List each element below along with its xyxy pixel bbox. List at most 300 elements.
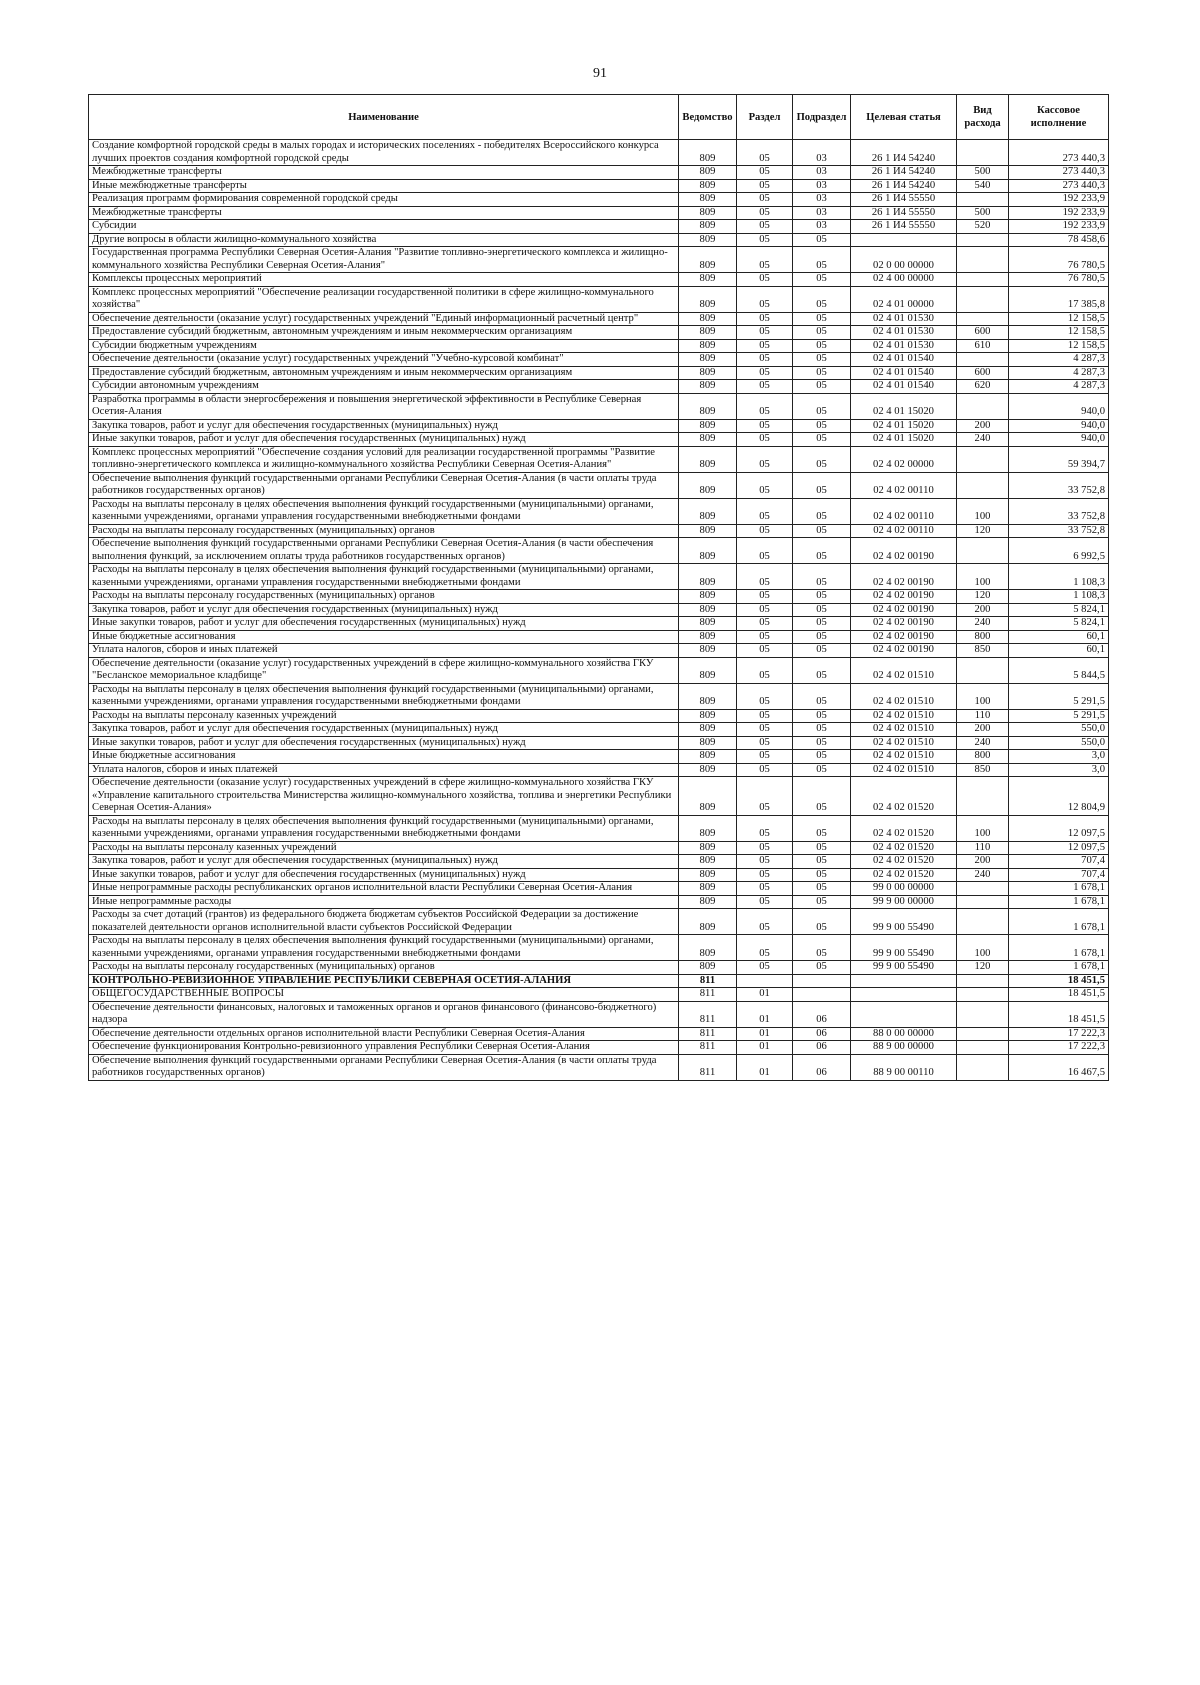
table-row: [89, 630, 1109, 644]
row-dept: 809: [679, 882, 737, 896]
row-amount: 6 992,5: [1009, 538, 1109, 564]
row-dept: 809: [679, 498, 737, 524]
row-amount: 4 287,3: [1009, 353, 1109, 367]
row-target: 02 4 02 00110: [851, 498, 957, 524]
row-target: 02 4 02 01510: [851, 709, 957, 723]
row-amount: 33 752,8: [1009, 524, 1109, 538]
table-row: [89, 1041, 1109, 1055]
row-dept: 809: [679, 564, 737, 590]
row-amount: 5 291,5: [1009, 709, 1109, 723]
row-dept: 809: [679, 736, 737, 750]
row-dept: 809: [679, 140, 737, 166]
row-subsection: 05: [793, 564, 851, 590]
row-name: Расходы на выплаты персоналу в целях обеспечения выполнения функций государственными (муниципальными) органами, казенными учреждениями, органами управления государственными внебюджетными фондами: [89, 498, 679, 524]
row-type: 110: [957, 709, 1009, 723]
table-row: [89, 220, 1109, 234]
table-row: [89, 206, 1109, 220]
table-row: [89, 380, 1109, 394]
row-amount: 1 678,1: [1009, 882, 1109, 896]
row-subsection: 05: [793, 603, 851, 617]
row-name: Уплата налогов, сборов и иных платежей: [89, 644, 679, 658]
row-subsection: 03: [793, 166, 851, 180]
table-row: [89, 446, 1109, 472]
row-section: 05: [737, 498, 793, 524]
row-amount: 1 678,1: [1009, 961, 1109, 975]
table-row: [89, 179, 1109, 193]
row-amount: 707,4: [1009, 855, 1109, 869]
row-section: 05: [737, 140, 793, 166]
row-name: Межбюджетные трансферты: [89, 206, 679, 220]
row-type: [957, 393, 1009, 419]
row-amount: 940,0: [1009, 433, 1109, 447]
header-amount: Кассовое исполнение: [1009, 95, 1109, 140]
table-row: [89, 763, 1109, 777]
row-name: Субсидии: [89, 220, 679, 234]
row-amount: 76 780,5: [1009, 247, 1109, 273]
table-row: [89, 988, 1109, 1002]
row-type: 610: [957, 339, 1009, 353]
table-row: [89, 564, 1109, 590]
row-subsection: 05: [793, 419, 851, 433]
row-name: Расходы на выплаты персоналу государственных (муниципальных) органов: [89, 961, 679, 975]
row-target: 02 4 02 01520: [851, 868, 957, 882]
row-type: [957, 193, 1009, 207]
table-row: [89, 841, 1109, 855]
row-amount: 59 394,7: [1009, 446, 1109, 472]
row-dept: 811: [679, 1054, 737, 1080]
row-target: 02 4 02 01510: [851, 683, 957, 709]
row-type: [957, 446, 1009, 472]
page-number: 91: [593, 66, 607, 81]
row-target: 02 4 02 01510: [851, 657, 957, 683]
table-row: [89, 433, 1109, 447]
row-type: 800: [957, 630, 1009, 644]
row-target: 26 1 И4 54240: [851, 166, 957, 180]
row-amount: 5 291,5: [1009, 683, 1109, 709]
row-subsection: 05: [793, 909, 851, 935]
row-subsection: 05: [793, 644, 851, 658]
row-type: 200: [957, 419, 1009, 433]
row-amount: 1 678,1: [1009, 895, 1109, 909]
row-amount: 192 233,9: [1009, 193, 1109, 207]
row-target: 02 4 02 00110: [851, 472, 957, 498]
row-dept: 809: [679, 220, 737, 234]
row-section: 05: [737, 166, 793, 180]
row-name: Расходы на выплаты персоналу казенных учреждений: [89, 709, 679, 723]
row-target: 02 4 01 15020: [851, 393, 957, 419]
row-name: ОБЩЕГОСУДАРСТВЕННЫЕ ВОПРОСЫ: [89, 988, 679, 1002]
row-section: 05: [737, 777, 793, 816]
row-target: 02 4 02 00000: [851, 446, 957, 472]
row-subsection: 05: [793, 657, 851, 683]
row-type: [957, 777, 1009, 816]
row-amount: 33 752,8: [1009, 498, 1109, 524]
row-section: 05: [737, 433, 793, 447]
row-dept: 809: [679, 472, 737, 498]
row-name: Предоставление субсидий бюджетным, автономным учреждениям и иным некоммерческим организациям: [89, 326, 679, 340]
row-name: Субсидии бюджетным учреждениям: [89, 339, 679, 353]
row-section: 05: [737, 750, 793, 764]
row-subsection: 05: [793, 524, 851, 538]
row-amount: 3,0: [1009, 750, 1109, 764]
row-dept: 809: [679, 538, 737, 564]
row-section: 05: [737, 312, 793, 326]
row-type: 200: [957, 603, 1009, 617]
row-dept: 809: [679, 524, 737, 538]
row-type: [957, 140, 1009, 166]
table-row: [89, 657, 1109, 683]
row-dept: 809: [679, 446, 737, 472]
row-target: 02 4 01 01530: [851, 326, 957, 340]
row-type: 520: [957, 220, 1009, 234]
row-subsection: 05: [793, 868, 851, 882]
row-amount: 273 440,3: [1009, 179, 1109, 193]
row-section: 05: [737, 657, 793, 683]
row-type: 800: [957, 750, 1009, 764]
table-row: [89, 868, 1109, 882]
row-subsection: 05: [793, 446, 851, 472]
row-name: Обеспечение выполнения функций государственными органами Республики Северная Осетия-Алания (в части обеспечения выполнения функций, за исключением оплаты труда работников государственных органов): [89, 538, 679, 564]
table-row: [89, 882, 1109, 896]
row-target: 02 4 02 01520: [851, 841, 957, 855]
row-dept: 809: [679, 815, 737, 841]
row-target: 26 1 И4 55550: [851, 206, 957, 220]
row-name: Государственная программа Республики Северная Осетия-Алания "Развитие топливно-энергетического комплекса и жилищно-коммунального хозяйства Республики Северная Осетия-Алания": [89, 247, 679, 273]
row-section: 05: [737, 723, 793, 737]
row-type: 120: [957, 590, 1009, 604]
table-row: [89, 393, 1109, 419]
row-amount: 18 451,5: [1009, 988, 1109, 1002]
row-section: 05: [737, 617, 793, 631]
row-target: 26 1 И4 54240: [851, 140, 957, 166]
row-target: 02 4 02 00190: [851, 564, 957, 590]
row-amount: 940,0: [1009, 419, 1109, 433]
row-amount: 12 097,5: [1009, 815, 1109, 841]
row-amount: 16 467,5: [1009, 1054, 1109, 1080]
row-dept: 811: [679, 1027, 737, 1041]
row-name: КОНТРОЛЬНО-РЕВИЗИОННОЕ УПРАВЛЕНИЕ РЕСПУБЛИКИ СЕВЕРНАЯ ОСЕТИЯ-АЛАНИЯ: [89, 974, 679, 988]
row-name: Обеспечение функционирования Контрольно-ревизионного управления Республики Северная Осетия-Алания: [89, 1041, 679, 1055]
row-target: 02 4 02 01510: [851, 723, 957, 737]
row-section: 05: [737, 882, 793, 896]
row-subsection: 05: [793, 353, 851, 367]
row-dept: 809: [679, 841, 737, 855]
row-type: 110: [957, 841, 1009, 855]
header-name: Наименование: [89, 95, 679, 140]
row-section: 05: [737, 564, 793, 590]
row-section: 05: [737, 326, 793, 340]
row-amount: 12 158,5: [1009, 339, 1109, 353]
row-amount: 273 440,3: [1009, 140, 1109, 166]
row-target: 99 0 00 00000: [851, 882, 957, 896]
row-type: 100: [957, 935, 1009, 961]
row-name: Субсидии автономным учреждениям: [89, 380, 679, 394]
row-subsection: 06: [793, 1001, 851, 1027]
row-amount: 1 678,1: [1009, 935, 1109, 961]
row-section: 05: [737, 393, 793, 419]
row-amount: 17 222,3: [1009, 1041, 1109, 1055]
row-type: [957, 312, 1009, 326]
row-subsection: 05: [793, 393, 851, 419]
row-section: 05: [737, 644, 793, 658]
row-dept: 809: [679, 326, 737, 340]
row-dept: 809: [679, 763, 737, 777]
row-subsection: 05: [793, 286, 851, 312]
row-type: 500: [957, 206, 1009, 220]
table-row: [89, 777, 1109, 816]
row-section: 05: [737, 446, 793, 472]
row-subsection: 05: [793, 590, 851, 604]
row-name: Обеспечение деятельности (оказание услуг) государственных учреждений в сфере жилищно-коммунального хозяйства ГКУ "Бесланское мемориальное кладбище": [89, 657, 679, 683]
table-header-row: [89, 95, 1109, 140]
row-amount: 3,0: [1009, 763, 1109, 777]
row-subsection: 05: [793, 273, 851, 287]
row-type: [957, 1054, 1009, 1080]
table-row: [89, 590, 1109, 604]
row-target: 02 4 01 01530: [851, 339, 957, 353]
row-dept: 809: [679, 273, 737, 287]
row-target: 02 4 02 00190: [851, 630, 957, 644]
row-dept: 809: [679, 339, 737, 353]
table-row: [89, 273, 1109, 287]
row-section: 05: [737, 286, 793, 312]
row-type: 100: [957, 564, 1009, 590]
row-amount: 17 222,3: [1009, 1027, 1109, 1041]
table-row: [89, 603, 1109, 617]
row-amount: 12 158,5: [1009, 312, 1109, 326]
table-row: [89, 353, 1109, 367]
row-name: Реализация программ формирования современной городской среды: [89, 193, 679, 207]
row-target: 02 4 02 00190: [851, 617, 957, 631]
row-target: 99 9 00 55490: [851, 961, 957, 975]
row-section: 05: [737, 935, 793, 961]
row-subsection: 05: [793, 339, 851, 353]
row-target: 02 4 02 00190: [851, 644, 957, 658]
table-row: [89, 750, 1109, 764]
row-subsection: 05: [793, 380, 851, 394]
table-row: [89, 974, 1109, 988]
row-type: 240: [957, 736, 1009, 750]
row-dept: 809: [679, 179, 737, 193]
row-subsection: 05: [793, 617, 851, 631]
row-target: 99 9 00 55490: [851, 909, 957, 935]
row-amount: 5 824,1: [1009, 603, 1109, 617]
row-section: 05: [737, 179, 793, 193]
row-section: 05: [737, 247, 793, 273]
row-type: 850: [957, 644, 1009, 658]
row-subsection: 05: [793, 961, 851, 975]
table-row: [89, 247, 1109, 273]
row-subsection: 06: [793, 1054, 851, 1080]
row-name: Разработка программы в области энергосбережения и повышения энергетической эффективности в Республике Северная Осетия-Алания: [89, 393, 679, 419]
row-section: 05: [737, 380, 793, 394]
row-name: Иные межбюджетные трансферты: [89, 179, 679, 193]
row-target: 02 4 01 01530: [851, 312, 957, 326]
row-amount: 17 385,8: [1009, 286, 1109, 312]
row-section: 05: [737, 366, 793, 380]
row-dept: 809: [679, 603, 737, 617]
row-name: Создание комфортной городской среды в малых городах и исторических поселениях - победителях Всероссийского конкурса лучших проектов создания комфортной городской среды: [89, 140, 679, 166]
row-name: Комплексы процессных мероприятий: [89, 273, 679, 287]
row-name: Предоставление субсидий бюджетным, автономным учреждениям и иным некоммерческим организациям: [89, 366, 679, 380]
row-section: 05: [737, 841, 793, 855]
row-subsection: 05: [793, 750, 851, 764]
row-target: 02 4 02 00190: [851, 590, 957, 604]
row-target: 02 4 02 01510: [851, 736, 957, 750]
row-amount: 18 451,5: [1009, 1001, 1109, 1027]
row-section: 05: [737, 233, 793, 247]
row-target: 02 4 01 15020: [851, 433, 957, 447]
row-type: 100: [957, 498, 1009, 524]
row-target: 88 0 00 00000: [851, 1027, 957, 1041]
row-target: [851, 974, 957, 988]
row-section: 05: [737, 736, 793, 750]
row-dept: 809: [679, 777, 737, 816]
row-dept: 809: [679, 433, 737, 447]
table-row: [89, 617, 1109, 631]
table-row: [89, 498, 1109, 524]
table-row: [89, 935, 1109, 961]
row-name: Расходы на выплаты персоналу государственных (муниципальных) органов: [89, 590, 679, 604]
row-name: Иные закупки товаров, работ и услуг для обеспечения государственных (муниципальных) нужд: [89, 736, 679, 750]
row-target: 02 4 01 15020: [851, 419, 957, 433]
row-amount: 12 097,5: [1009, 841, 1109, 855]
header-section: Раздел: [737, 95, 793, 140]
row-section: 05: [737, 538, 793, 564]
row-subsection: 05: [793, 841, 851, 855]
row-dept: 809: [679, 393, 737, 419]
table-row: [89, 286, 1109, 312]
row-type: 620: [957, 380, 1009, 394]
row-type: [957, 247, 1009, 273]
row-subsection: 05: [793, 472, 851, 498]
row-name: Закупка товаров, работ и услуг для обеспечения государственных (муниципальных) нужд: [89, 603, 679, 617]
row-amount: 1 108,3: [1009, 590, 1109, 604]
row-subsection: 06: [793, 1027, 851, 1041]
row-amount: 550,0: [1009, 736, 1109, 750]
table-row: [89, 538, 1109, 564]
table-row: [89, 683, 1109, 709]
row-dept: 809: [679, 617, 737, 631]
row-name: Иные закупки товаров, работ и услуг для обеспечения государственных (муниципальных) нужд: [89, 868, 679, 882]
row-section: 05: [737, 961, 793, 975]
row-amount: 1 678,1: [1009, 909, 1109, 935]
row-name: Расходы на выплаты персоналу в целях обеспечения выполнения функций государственными (муниципальными) органами, казенными учреждениями, органами управления государственными внебюджетными фондами: [89, 683, 679, 709]
row-name: Иные бюджетные ассигнования: [89, 630, 679, 644]
row-name: Расходы на выплаты персоналу в целях обеспечения выполнения функций государственными (муниципальными) органами, казенными учреждениями, органами управления государственными внебюджетными фондами: [89, 935, 679, 961]
row-amount: 4 287,3: [1009, 366, 1109, 380]
row-subsection: 05: [793, 882, 851, 896]
row-target: 02 4 02 01520: [851, 815, 957, 841]
row-subsection: 05: [793, 538, 851, 564]
row-name: Обеспечение выполнения функций государственными органами Республики Северная Осетия-Алания (в части оплаты труда работников государственных органов): [89, 1054, 679, 1080]
header-dept: Ведомство: [679, 95, 737, 140]
row-target: 99 9 00 00000: [851, 895, 957, 909]
row-target: 02 4 02 00110: [851, 524, 957, 538]
row-dept: 809: [679, 380, 737, 394]
row-section: 05: [737, 472, 793, 498]
row-amount: 33 752,8: [1009, 472, 1109, 498]
row-type: [957, 988, 1009, 1002]
row-section: 01: [737, 988, 793, 1002]
table-row: [89, 472, 1109, 498]
row-name: Обеспечение деятельности отдельных органов исполнительной власти Республики Северная Осетия-Алания: [89, 1027, 679, 1041]
table-row: [89, 1001, 1109, 1027]
row-target: 02 4 01 01540: [851, 353, 957, 367]
row-dept: 811: [679, 988, 737, 1002]
row-type: [957, 895, 1009, 909]
row-name: Обеспечение деятельности финансовых, налоговых и таможенных органов и органов финансового (финансово-бюджетного) надзора: [89, 1001, 679, 1027]
row-name: Межбюджетные трансферты: [89, 166, 679, 180]
row-section: 05: [737, 763, 793, 777]
row-target: 02 4 02 01510: [851, 750, 957, 764]
table-row: [89, 855, 1109, 869]
row-name: Расходы на выплаты персоналу в целях обеспечения выполнения функций государственными (муниципальными) органами, казенными учреждениями, органами управления государственными внебюджетными фондами: [89, 564, 679, 590]
row-type: 600: [957, 326, 1009, 340]
row-dept: 809: [679, 247, 737, 273]
table-row: [89, 815, 1109, 841]
row-type: 240: [957, 433, 1009, 447]
row-name: Иные закупки товаров, работ и услуг для обеспечения государственных (муниципальных) нужд: [89, 617, 679, 631]
row-dept: 811: [679, 974, 737, 988]
row-section: 05: [737, 603, 793, 617]
row-dept: 809: [679, 657, 737, 683]
row-dept: 809: [679, 868, 737, 882]
row-section: 05: [737, 855, 793, 869]
row-type: 500: [957, 166, 1009, 180]
row-name: Расходы за счет дотаций (грантов) из федерального бюджета бюджетам субъектов Российской Федерации за достижение показателей деятельности органов исполнительной власти субъектов Российской Федерации: [89, 909, 679, 935]
row-subsection: 05: [793, 935, 851, 961]
row-name: Обеспечение деятельности (оказание услуг) государственных учреждений "Учебно-курсовой комбинат": [89, 353, 679, 367]
row-amount: 1 108,3: [1009, 564, 1109, 590]
row-section: 05: [737, 590, 793, 604]
row-type: 240: [957, 617, 1009, 631]
row-type: 100: [957, 815, 1009, 841]
row-dept: 809: [679, 683, 737, 709]
row-section: 01: [737, 1001, 793, 1027]
row-subsection: 05: [793, 326, 851, 340]
row-type: 850: [957, 763, 1009, 777]
row-type: 120: [957, 961, 1009, 975]
row-type: 540: [957, 179, 1009, 193]
row-dept: 809: [679, 630, 737, 644]
row-target: 02 4 00 00000: [851, 273, 957, 287]
row-type: [957, 233, 1009, 247]
row-target: 02 4 02 00190: [851, 603, 957, 617]
row-type: [957, 1001, 1009, 1027]
row-type: [957, 1027, 1009, 1041]
row-amount: 4 287,3: [1009, 380, 1109, 394]
row-name: Закупка товаров, работ и услуг для обеспечения государственных (муниципальных) нужд: [89, 855, 679, 869]
row-subsection: 05: [793, 630, 851, 644]
row-dept: 809: [679, 366, 737, 380]
row-name: Обеспечение выполнения функций государственными органами Республики Северная Осетия-Алания (в части оплаты труда работников государственных органов): [89, 472, 679, 498]
table-row: [89, 326, 1109, 340]
row-dept: 809: [679, 206, 737, 220]
table-row: [89, 419, 1109, 433]
row-subsection: 05: [793, 498, 851, 524]
row-type: 240: [957, 868, 1009, 882]
row-dept: 809: [679, 961, 737, 975]
row-dept: 809: [679, 233, 737, 247]
row-type: 600: [957, 366, 1009, 380]
row-section: 05: [737, 220, 793, 234]
row-dept: 809: [679, 909, 737, 935]
row-section: 01: [737, 1054, 793, 1080]
row-section: 01: [737, 1027, 793, 1041]
table-row: [89, 723, 1109, 737]
row-amount: 273 440,3: [1009, 166, 1109, 180]
